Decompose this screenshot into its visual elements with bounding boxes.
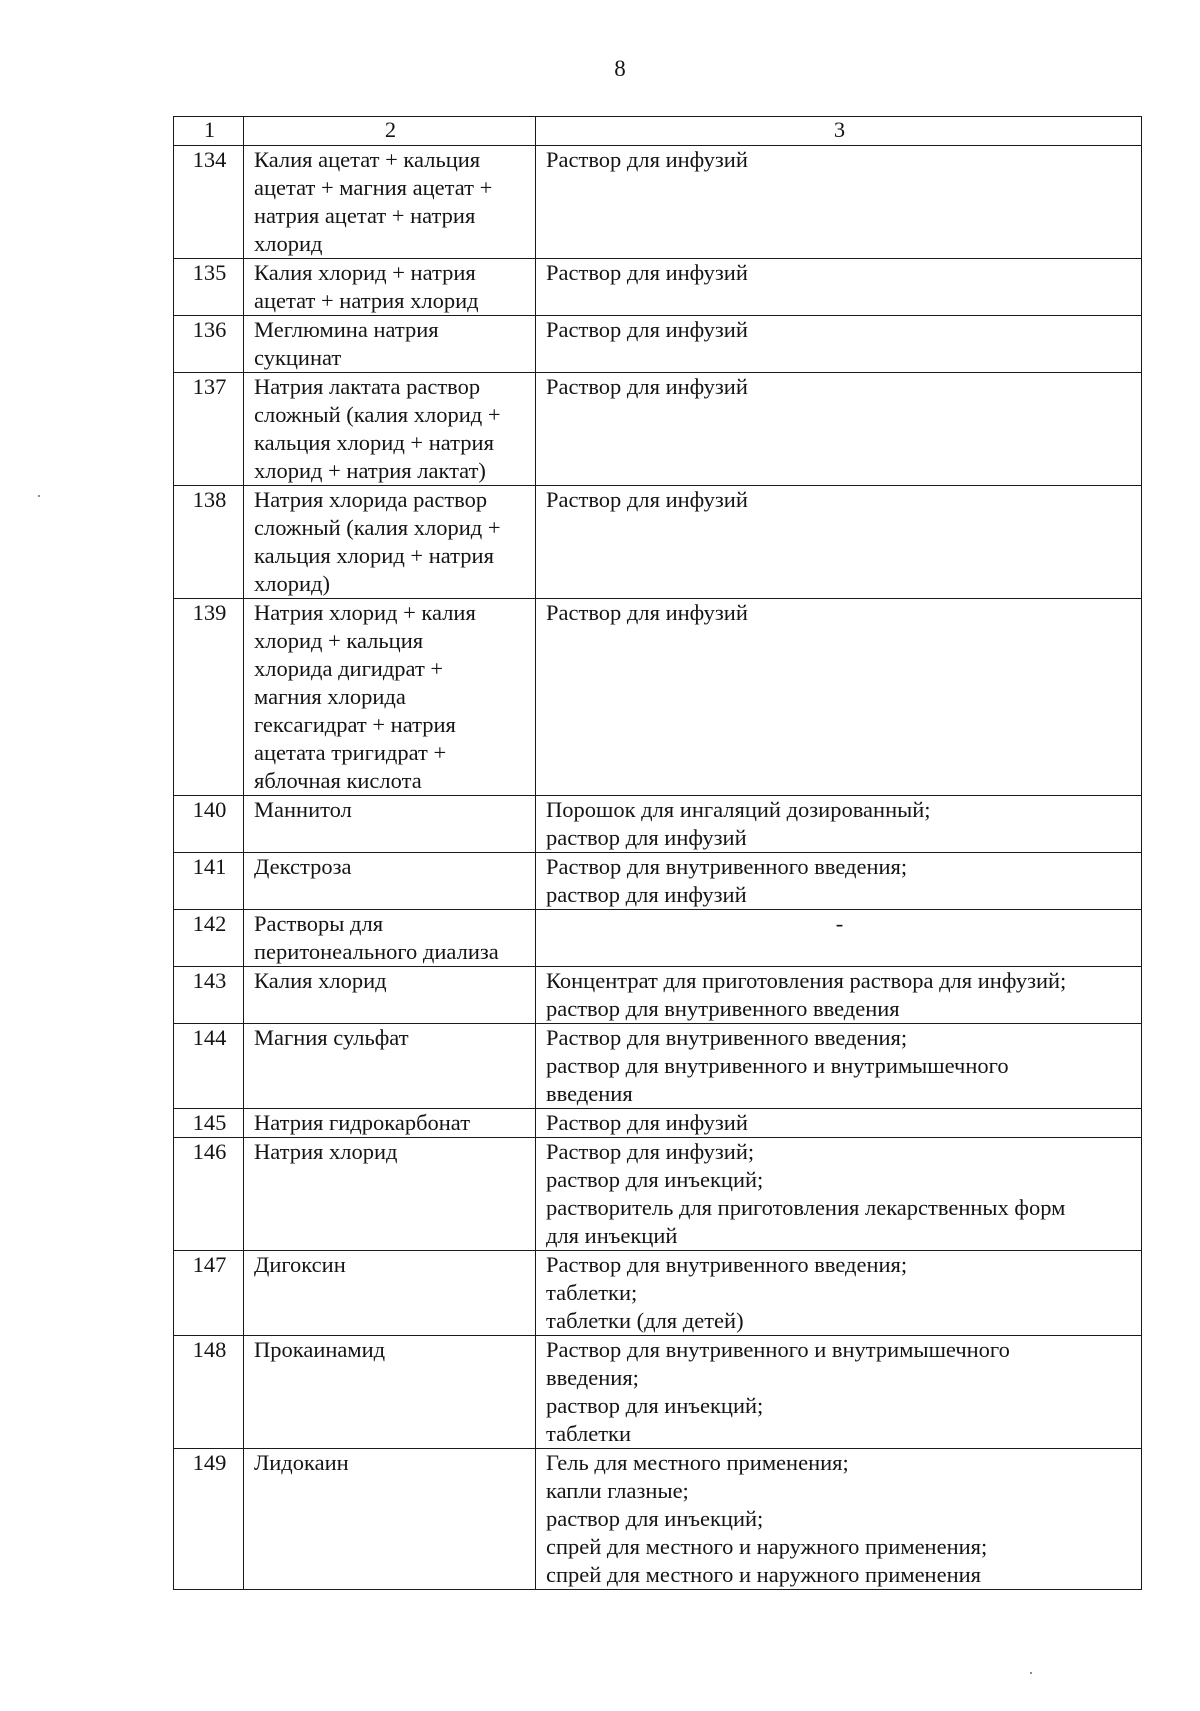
drug-name: Натрия хлорид + калия хлорид + кальция хлорида дигидрат + магния хлорида гексагидрат + натрия ацетата тригидрат + яблочная кислота <box>244 599 536 796</box>
dosage-form: Гель для местного применения; капли глазные; раствор для инъекций; спрей для местного и наружного применения; спрей для местного и наружного применения <box>536 1449 1142 1590</box>
row-number: 137 <box>174 373 244 486</box>
table-row <box>174 1109 1142 1138</box>
drug-name: Натрия хлорид <box>244 1138 536 1251</box>
drug-name: Магния сульфат <box>244 1024 536 1109</box>
row-number: 144 <box>174 1024 244 1109</box>
row-number: 138 <box>174 486 244 599</box>
row-number: 143 <box>174 967 244 1024</box>
drug-name: Меглюмина натрия сукцинат <box>244 316 536 373</box>
drug-name: Натрия гидрокарбонат <box>244 1109 536 1138</box>
drug-table <box>173 116 1142 1590</box>
row-number: 147 <box>174 1251 244 1336</box>
dosage-form: Порошок для ингаляций дозированный; раствор для инфузий <box>536 796 1142 853</box>
dosage-form: Раствор для инфузий <box>536 1109 1142 1138</box>
drug-name: Калия хлорид + натрия ацетат + натрия хлорид <box>244 259 536 316</box>
dosage-form: Раствор для инфузий <box>536 373 1142 486</box>
scan-speck <box>1030 1672 1032 1674</box>
row-number: 136 <box>174 316 244 373</box>
table-row <box>174 967 1142 1024</box>
table-row <box>174 486 1142 599</box>
dosage-form: Раствор для инфузий <box>536 259 1142 316</box>
drug-name: Натрия хлорида раствор сложный (калия хлорид + кальция хлорид + натрия хлорид) <box>244 486 536 599</box>
row-number: 149 <box>174 1449 244 1590</box>
dosage-form: Раствор для инфузий <box>536 146 1142 259</box>
row-number: 141 <box>174 853 244 910</box>
dosage-form: Концентрат для приготовления раствора для инфузий; раствор для внутривенного введения <box>536 967 1142 1024</box>
drug-name: Растворы для перитонеального диализа <box>244 910 536 967</box>
dosage-form: Раствор для инфузий <box>536 599 1142 796</box>
drug-name: Калия ацетат + кальция ацетат + магния ацетат + натрия ацетат + натрия хлорид <box>244 146 536 259</box>
row-number: 146 <box>174 1138 244 1251</box>
row-number: 140 <box>174 796 244 853</box>
drug-name: Дигоксин <box>244 1251 536 1336</box>
table-row <box>174 373 1142 486</box>
dosage-form: Раствор для инфузий; раствор для инъекций; растворитель для приготовления лекарственных форм для инъекций <box>536 1138 1142 1251</box>
dosage-form: Раствор для внутривенного введения; таблетки; таблетки (для детей) <box>536 1251 1142 1336</box>
drug-name: Маннитол <box>244 796 536 853</box>
drug-name: Прокаинамид <box>244 1336 536 1449</box>
table-row <box>174 1336 1142 1449</box>
row-number: 142 <box>174 910 244 967</box>
header-col-3: 3 <box>536 117 1142 146</box>
header-col-2: 2 <box>244 117 536 146</box>
row-number: 139 <box>174 599 244 796</box>
dosage-form: Раствор для инфузий <box>536 486 1142 599</box>
scan-speck <box>38 495 40 497</box>
dosage-form: Раствор для внутривенного введения; раствор для инфузий <box>536 853 1142 910</box>
row-number: 145 <box>174 1109 244 1138</box>
row-number: 135 <box>174 259 244 316</box>
page-number: 8 <box>614 56 626 81</box>
table-row <box>174 1138 1142 1251</box>
dosage-form: Раствор для инфузий <box>536 316 1142 373</box>
table-header <box>174 117 1142 146</box>
table-row <box>174 599 1142 796</box>
drug-name: Лидокаин <box>244 1449 536 1590</box>
table-row <box>174 853 1142 910</box>
table-row <box>174 1449 1142 1590</box>
table-row <box>174 146 1142 259</box>
header-row <box>174 117 1142 146</box>
header-col-1: 1 <box>174 117 244 146</box>
dosage-form: - <box>536 910 1142 967</box>
table-body <box>174 146 1142 1590</box>
table-row <box>174 796 1142 853</box>
drug-name: Калия хлорид <box>244 967 536 1024</box>
table-row <box>174 1024 1142 1109</box>
table-row <box>174 1251 1142 1336</box>
table-row <box>174 316 1142 373</box>
row-number: 134 <box>174 146 244 259</box>
table-row <box>174 910 1142 967</box>
dosage-form: Раствор для внутривенного и внутримышечного введения; раствор для инъекций; таблетки <box>536 1336 1142 1449</box>
row-number: 148 <box>174 1336 244 1449</box>
table-row <box>174 259 1142 316</box>
drug-name: Натрия лактата раствор сложный (калия хлорид + кальция хлорид + натрия хлорид + натрия лактат) <box>244 373 536 486</box>
dosage-form: Раствор для внутривенного введения; раствор для внутривенного и внутримышечного введения <box>536 1024 1142 1109</box>
drug-name: Декстроза <box>244 853 536 910</box>
